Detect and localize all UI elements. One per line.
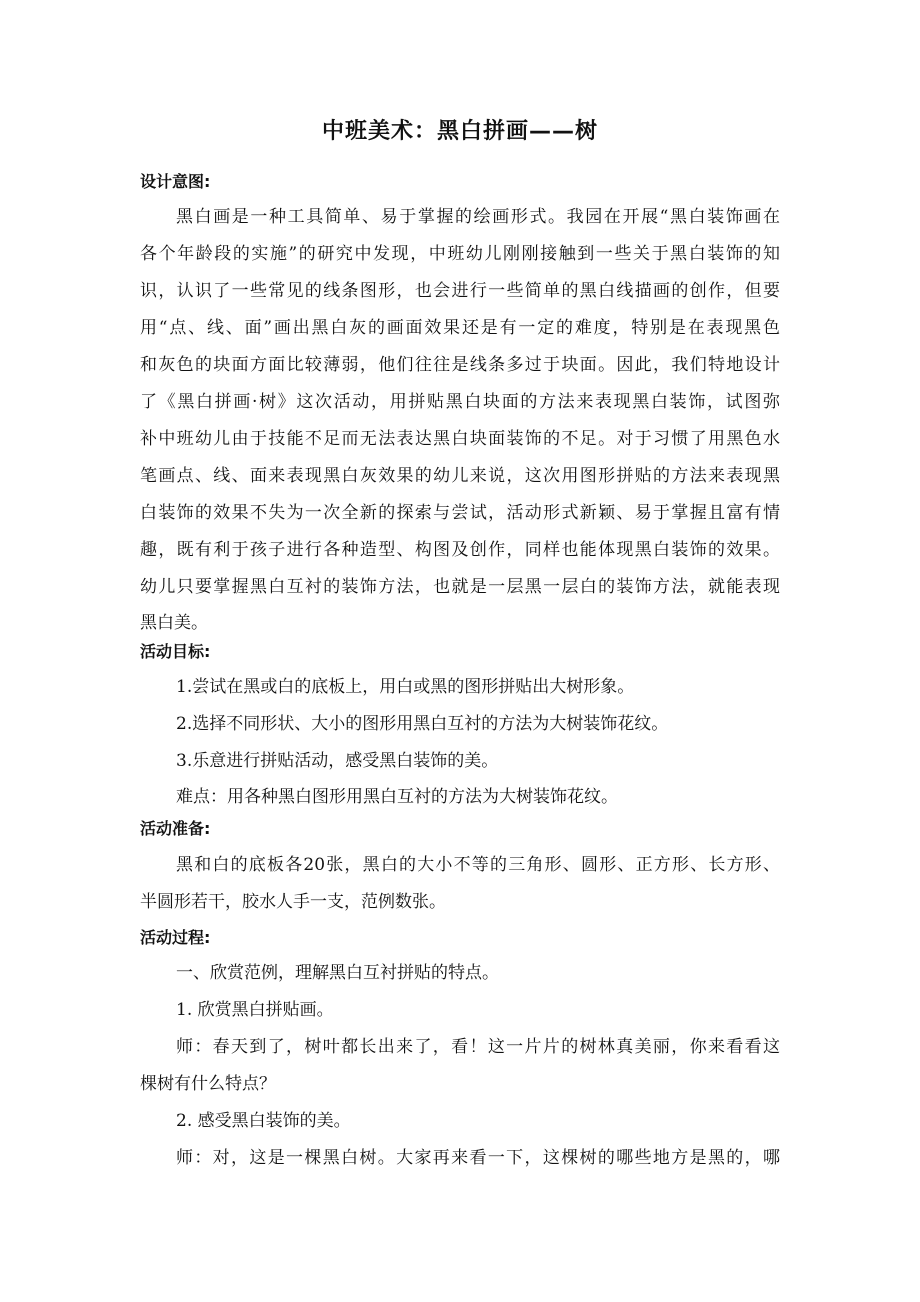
paragraph-line: 各个年龄段的实施”的研究中发现，中班幼儿刚刚接触到一些关于黑白装饰的知 bbox=[140, 244, 780, 264]
paragraph-line: 半圆形若干，胶水人手一支，范例数张。 bbox=[140, 892, 446, 912]
paragraph-line: 用“点、线、面”画出黑白灰的画面效果还是有一定的难度，特别是在表现黑色 bbox=[140, 318, 780, 338]
paragraph-line: 1. 欣赏黑白拼贴画。 bbox=[176, 1000, 334, 1020]
paragraph-line: 黑白美。 bbox=[140, 613, 208, 633]
paragraph-line: 一、欣赏范例，理解黑白互衬拼贴的特点。 bbox=[176, 963, 499, 983]
goal-item: 3.乐意进行拼贴活动，感受黑白装饰的美。 bbox=[176, 751, 499, 771]
section-heading-prep: 活动准备: bbox=[140, 819, 211, 838]
paragraph-line: 师：春天到了，树叶都长出来了，看！这一片片的树林真美丽，你来看看这 bbox=[176, 1037, 780, 1057]
paragraph-line: 和灰色的块面方面比较薄弱，他们往往是线条多过于块面。因此，我们特地设计 bbox=[140, 355, 780, 375]
difficulty-note: 难点：用各种黑白图形用黑白互衬的方法为大树装饰花纹。 bbox=[176, 787, 618, 807]
goal-item: 1.尝试在黑或白的底板上，用白或黑的图形拼贴出大树形象。 bbox=[176, 677, 635, 697]
paragraph-line: 补中班幼儿由于技能不足而无法表达黑白块面装饰的不足。对于习惯了用黑色水 bbox=[140, 429, 780, 449]
paragraph-line: 幼儿只要掌握黑白互衬的装饰方法，也就是一层黑一层白的装饰方法，就能表现 bbox=[140, 577, 780, 597]
paragraph-line: 笔画点、线、面来表现黑白灰效果的幼儿来说，这次用图形拼贴的方法来表现黑 bbox=[140, 466, 780, 486]
paragraph-line: 2. 感受黑白装饰的美。 bbox=[176, 1111, 351, 1131]
paragraph-line: 白装饰的效果不失为一次全新的探索与尝试，活动形式新颖、易于掌握且富有情 bbox=[140, 503, 780, 523]
section-heading-design: 设计意图: bbox=[140, 172, 211, 191]
paragraph-line: 棵树有什么特点？ bbox=[140, 1074, 276, 1094]
paragraph-line: 了《黑白拼画·树》这次活动，用拼贴黑白块面的方法来表现黑白装饰，试图弥 bbox=[140, 392, 780, 412]
section-heading-goals: 活动目标: bbox=[140, 642, 211, 661]
paragraph-line: 识，认识了一些常见的线条图形，也会进行一些简单的黑白线描画的创作，但要 bbox=[140, 281, 780, 301]
paragraph-line: 师：对，这是一棵黑白树。大家再来看一下，这棵树的哪些地方是黑的，哪 bbox=[176, 1148, 780, 1168]
goal-item: 2.选择不同形状、大小的图形用黑白互衬的方法为大树装饰花纹。 bbox=[176, 714, 669, 734]
paragraph-line: 黑白画是一种工具简单、易于掌握的绘画形式。我园在开展“黑白装饰画在 bbox=[176, 207, 780, 227]
paragraph-line: 趣，既有利于孩子进行各种造型、构图及创作，同样也能体现黑白装饰的效果。 bbox=[140, 540, 780, 560]
document-title: 中班美术：黑白拼画——树 bbox=[321, 119, 598, 144]
section-heading-process: 活动过程: bbox=[140, 928, 211, 947]
paragraph-line: 黑和白的底板各20张，黑白的大小不等的三角形、圆形、正方形、长方形、 bbox=[176, 855, 780, 875]
